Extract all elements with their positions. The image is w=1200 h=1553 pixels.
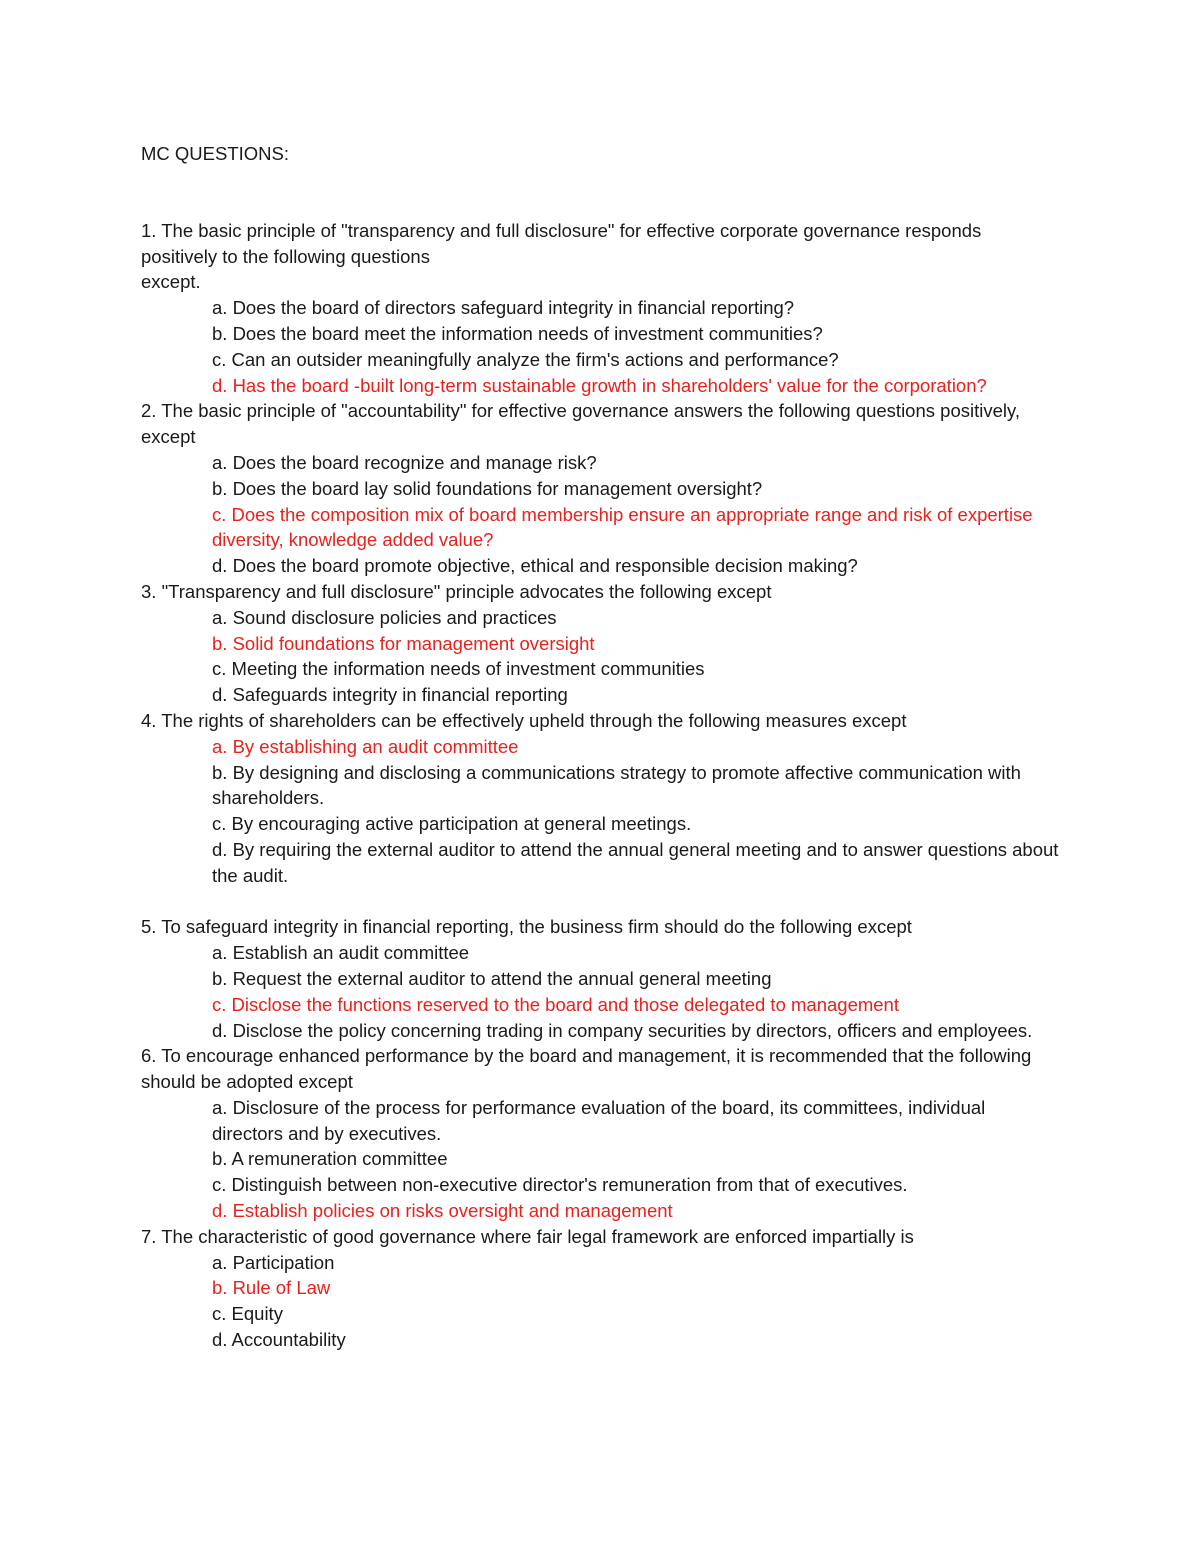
- answer-option: c. By encouraging active participation at general meetings.: [212, 813, 692, 835]
- question-6: [141, 1043, 1061, 1224]
- document-page: [141, 141, 1061, 1353]
- answer-option: b. A remuneration committee: [212, 1148, 448, 1170]
- answer-option: c. Can an outsider meaningfully analyze the firm's actions and performance?: [212, 348, 839, 370]
- answer-options: [141, 1095, 1061, 1224]
- answer-option-correct: b. Rule of Law: [212, 1277, 331, 1299]
- question-stem: 3. "Transparency and full disclosure" principle advocates the following except: [141, 580, 772, 602]
- answer-option: a. Does the board of directors safeguard integrity in financial reporting?: [212, 297, 795, 319]
- question-stem: 6. To encourage enhanced performance by the board and management, it is recommended that the following should be adopted except: [141, 1045, 1032, 1093]
- answer-options: [141, 1250, 1061, 1353]
- blank-line: [141, 889, 1061, 915]
- answer-options: [141, 734, 1061, 889]
- answer-options: [141, 940, 1061, 1043]
- answer-option: d. Accountability: [212, 1329, 346, 1351]
- answer-option: b. Does the board lay solid foundations for management oversight?: [212, 477, 763, 499]
- question-7: [141, 1224, 1061, 1353]
- answer-option: b. Does the board meet the information needs of investment communities?: [212, 322, 823, 344]
- question-stem: 4. The rights of shareholders can be effectively upheld through the following measures except: [141, 709, 907, 731]
- answer-option: a. Establish an audit committee: [212, 942, 470, 964]
- answer-option: a. Disclosure of the process for performance evaluation of the board, its committees, individual directors and by executives.: [212, 1096, 986, 1144]
- answer-option: a. Sound disclosure policies and practices: [212, 606, 557, 628]
- answer-option: b. By designing and disclosing a communications strategy to promote affective communication with shareholders.: [212, 761, 1021, 809]
- answer-options: [141, 450, 1061, 579]
- answer-option-correct: d. Establish policies on risks oversight and management: [212, 1200, 673, 1222]
- answer-option: d. Does the board promote objective, ethical and responsible decision making?: [212, 555, 858, 577]
- answer-option: a. Does the board recognize and manage risk?: [212, 451, 597, 473]
- question-4: [141, 708, 1061, 914]
- question-3: [141, 579, 1061, 708]
- document-heading: MC QUESTIONS:: [141, 143, 290, 164]
- answer-option: a. Participation: [212, 1251, 335, 1273]
- answer-option: c. Meeting the information needs of investment communities: [212, 658, 705, 680]
- question-list: [141, 218, 1061, 1353]
- answer-option-correct: c. Does the composition mix of board membership ensure an appropriate range and risk of expertise diversity, knowledge added value?: [212, 503, 1033, 551]
- answer-option: b. Request the external auditor to attend the annual general meeting: [212, 967, 772, 989]
- answer-option-correct: a. By establishing an audit committee: [212, 735, 519, 757]
- answer-option-correct: c. Disclose the functions reserved to the board and those delegated to management: [212, 993, 899, 1015]
- question-stem: except.: [141, 271, 201, 293]
- question-stem: 7. The characteristic of good governance where fair legal framework are enforced impartially is: [141, 1225, 914, 1247]
- answer-option-correct: b. Solid foundations for management oversight: [212, 632, 595, 654]
- question-5: [141, 914, 1061, 1043]
- answer-option: d. Safeguards integrity in financial reporting: [212, 684, 568, 706]
- answer-option: d. Disclose the policy concerning trading in company securities by directors, officers and employees.: [212, 1019, 1033, 1041]
- question-1: [141, 218, 1061, 399]
- answer-options: [141, 605, 1061, 708]
- answer-option: c. Distinguish between non-executive director's remuneration from that of executives.: [212, 1174, 908, 1196]
- question-stem: 1. The basic principle of "transparency and full disclosure" for effective corporate governance responds positively to the following questions: [141, 219, 982, 267]
- question-2: [141, 398, 1061, 579]
- question-stem: 2. The basic principle of "accountability" for effective governance answers the following questions positively, except: [141, 400, 1021, 448]
- question-stem: 5. To safeguard integrity in financial reporting, the business firm should do the following except: [141, 916, 912, 938]
- answer-option-correct: d. Has the board -built long-term sustainable growth in shareholders' value for the corporation?: [212, 374, 987, 396]
- answer-option: c. Equity: [212, 1303, 283, 1325]
- answer-option: d. By requiring the external auditor to attend the annual general meeting and to answer questions about the audit.: [212, 838, 1059, 886]
- answer-options: [141, 295, 1061, 398]
